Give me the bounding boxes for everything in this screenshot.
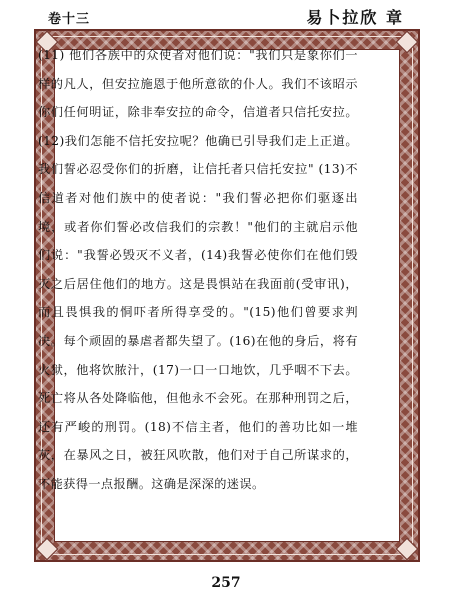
body-paragraph: (11) 他们各族中的众使者对他们说："我们只是象你们一样的凡人，但安拉施恩于他所意欲的仆人。我们不该昭示你们任何明证，除非奉安拉的命令，信道者只信托安拉。(12)我们怎能不信托安拉呢？他确已引导我们走上正道。我们誓必忍受你们的折磨，让信托者只信托安拉" (13)不信道者对他们族中的使者说："我们誓必把你们驱逐出境，或者你们誓必改信我们的宗教！"他们的主就启示他们说："我誓必毁灭不义者，(14)我誓必使你们在他们毁灭之后居住他们的地方。这是畏惧站在我面前(受审讯)，而且畏惧我的恫吓者所得享受的。"(15)他们曾要求判决。每个顽固的暴虐者都失望了。(16)在他的身后，将有火狱，他将饮脓汁，(17)一口一口地饮，几乎咽不下去。死亡将从各处降临他，但他永不会死。在那种刑罚之后，还有严峻的刑罚。(18)不信主者，他们的善功比如一堆灰，在暴风之日，被狂风吹散，他们对于自己所谋求的，不能获得一点报酬。这确是深深的迷误。 [38, 48, 358, 491]
page-number: 257 [211, 575, 241, 591]
volume-label: 卷十三 [48, 12, 91, 27]
main-text [38, 41, 358, 499]
chapter-title: 易卜拉欣 章 [306, 8, 404, 27]
